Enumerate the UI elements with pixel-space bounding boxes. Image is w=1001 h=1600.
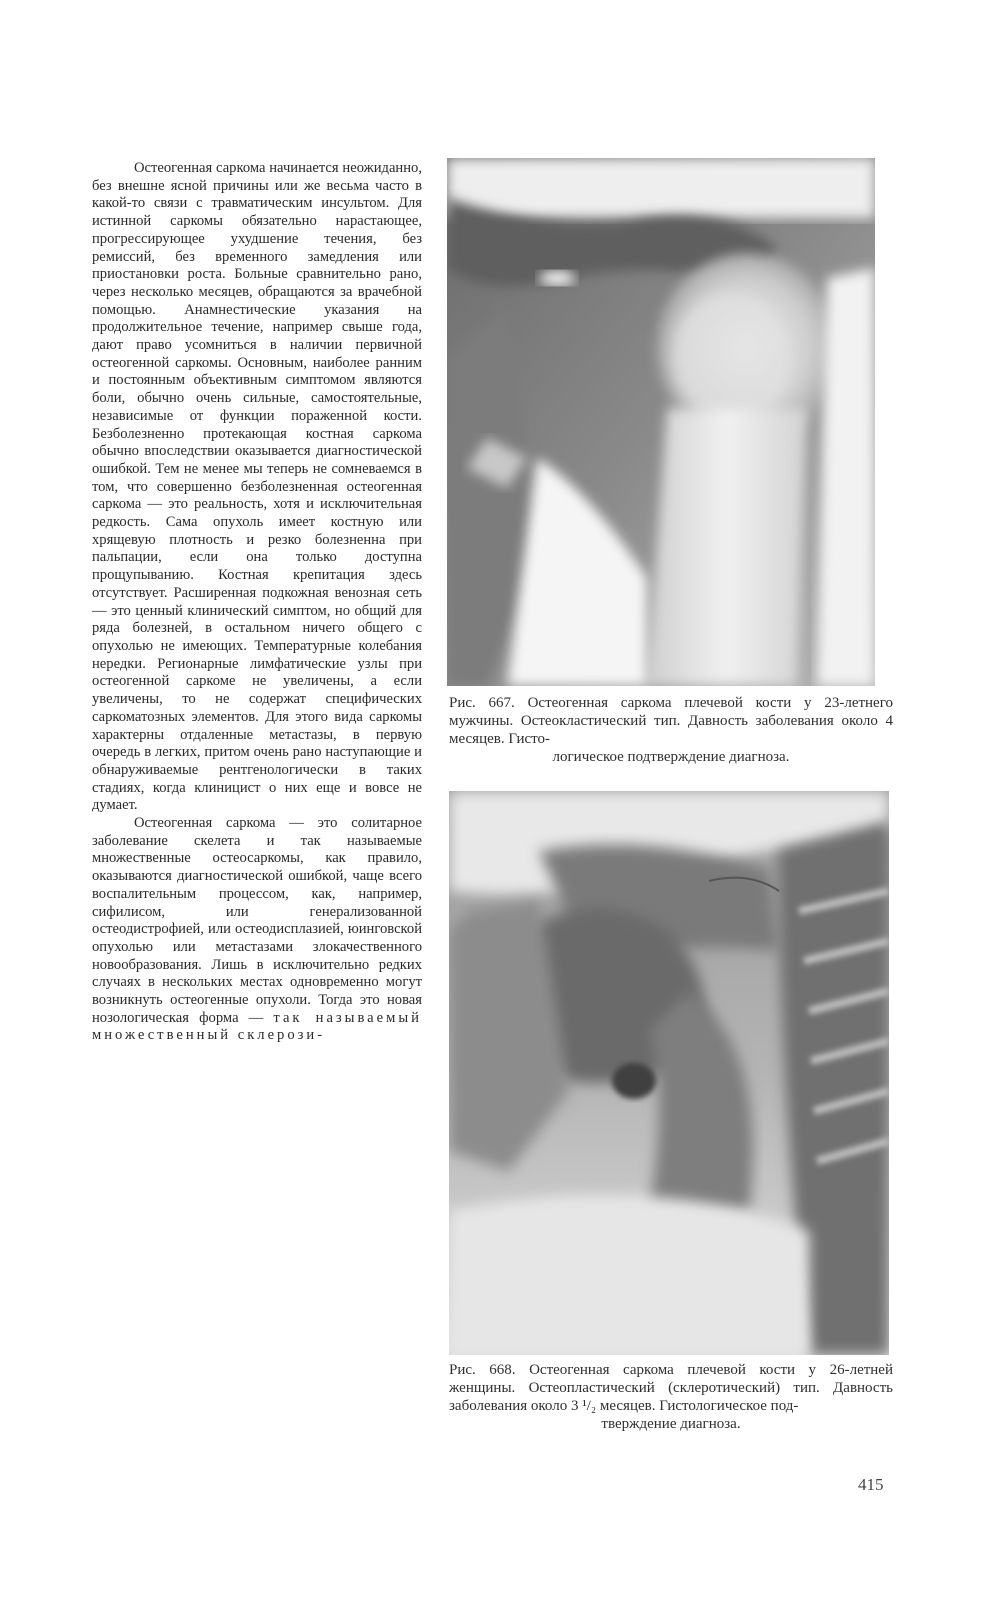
figure-668-caption [449,1361,893,1433]
figure-667-xray [447,158,875,686]
xray-image-667 [447,158,875,686]
figure-667-caption-main: Рис. 667. Остеогенная саркома плечевой кости у 23-летнего мужчины. Остеокластический тип. Давность заболевания около 4 месяцев. Гисто- [449,695,893,747]
xray-image-668 [449,791,889,1355]
figure-668-caption-last: тверждение диагноза. [601,1416,741,1432]
paragraph-1: Остеогенная саркома начинается неожиданно, без внешне ясной причины или же весьма часто в какой-то связи с травматическим инсультом. Для истинной саркомы обязательно нарастающее, прогрессирующее ухудшение течения, без ремиссий, без временного замедления или приостановки роста. Больные сравнительно рано, через несколько месяцев, обращаются за врачебной помощью. Анамнестические указания на продолжительное течение, например свыше года, дают право усомниться в наличии первичной остеогенной саркомы. Основным, наиболее ранним и постоянным объективным симптомом являются боли, обычно очень сильные, самостоятельные, независимые от функции пораженной кости. Безболезненно протекающая костная саркома обычно впоследствии оказывается диагностической ошибкой. Тем не менее мы теперь не сомневаемся в том, что совершенно безболезненная остеогенная саркома — это реальность, хотя и исключительная редкость. Сама опухоль имеет костную или хрящевую плотность и резко болезненна при пальпации, если она только доступна прощупыванию. Костная крепитация здесь отсутствует. Расширенная подкожная венозная сеть — это ценный клинический симптом, но общий для ряда болезней, в остальном ничего общего с опухолью не имеющих. Температурные колебания нередки. Регионарные лимфатические узлы при остеогенной саркоме не увеличены, а если увеличены, то не содержат специфических саркоматозных элементов. Для этого вида саркомы характерны отдаленные метастазы, в первую очередь в легких, притом очень рано наступающие и обнаруживаемые рентгенологически в таких стадиях, когда клиницист о них еще и вовсе не думает. [92,160,422,814]
figure-667-caption-last: логическое подтверждение диагноза. [552,749,790,765]
page-number: 415 [858,1475,884,1494]
paragraph-2-text: Остеогенная саркома — это солитарное заболевание скелета и так называемые множественные остеосаркомы, как правило, оказываются диагностической ошибкой, чаще всего воспалительным процессом, как, например, сифилисом, или генерализованной остеодистрофией, или остеодисплазией, юинговской опухолью или метастазами злокачественного новообразования. Лишь в исключительно редких случаях в нескольких местах одновременно могут возникнуть остеогенные опухоли. Тогда это новая нозологическая форма — [92,815,422,1026]
paragraph-2 [92,815,422,1045]
figure-668-caption-main: Рис. 668. Остеогенная саркома плечевой кости у 26-летней женщины. Остеопластический (склеротический) тип. Давность заболевания около 3 ¹/₂ месяцев. Гистологическое под- [449,1362,893,1414]
figure-668-xray [449,791,889,1355]
spaced-phrase: так называемый множественный склерози- [92,1009,422,1044]
body-text-column [92,160,422,1045]
figure-667-caption [449,694,893,766]
